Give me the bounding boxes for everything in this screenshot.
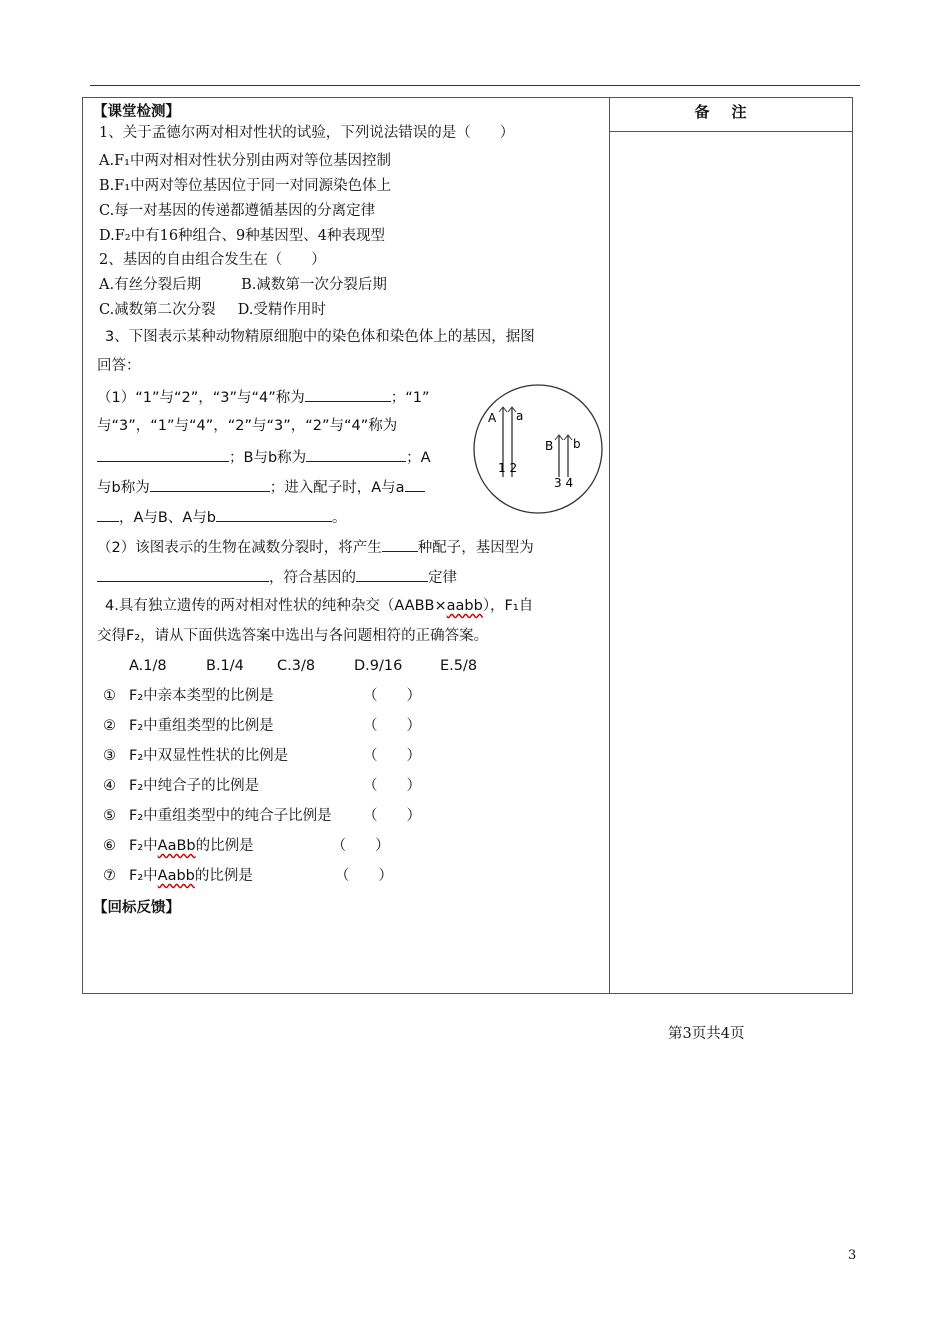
q3-part1-line5: ，A与B、A与b 。	[97, 506, 347, 528]
gene-label-a: a	[516, 409, 524, 423]
q3-part1-line3: ；B与b称为 ；A	[97, 446, 431, 468]
q3-part2-line1: （2）该图表示的生物在减数分裂时，将产生 种配子，基因型为	[97, 536, 534, 558]
q1-option-b: B.F₁中两对等位基因位于同一对同源染色体上	[99, 178, 392, 194]
blank-gamete-count[interactable]	[382, 536, 418, 552]
q4-item-4: ④ F₂中纯合子的比例是 （ ）	[103, 778, 421, 794]
chromosome-numbers-1-2: 1 2	[498, 461, 518, 475]
section-title-check: 【课堂检测】	[93, 104, 180, 120]
q1-option-d: D.F₂中有16种组合、9种基因型、4种表现型	[99, 228, 385, 244]
q2-options-row2	[99, 300, 326, 320]
q3-stem-line1: 3、下图表示某种动物精原细胞中的染色体和染色体上的基因，据图	[105, 329, 535, 345]
q3-stem-line2: 回答：	[97, 358, 141, 374]
blank-homologous[interactable]	[305, 386, 391, 402]
q2-option-a: A.有丝分裂后期	[99, 277, 202, 293]
footer-page-count: 第3页共4页	[668, 1026, 745, 1042]
header-rule	[90, 85, 860, 86]
blank-law[interactable]	[356, 566, 428, 582]
column-divider	[609, 98, 610, 993]
q4-item-5: ⑤ F₂中重组类型中的纯合子比例是 （ ）	[103, 808, 421, 824]
gene-label-A: A	[488, 411, 497, 425]
cell-membrane	[474, 385, 602, 513]
blank-nonhomologous[interactable]	[97, 446, 229, 462]
blank-segregation[interactable]	[405, 476, 425, 492]
answer-paren[interactable]: （ ）	[363, 718, 421, 734]
q2-option-c: C.减数第二次分裂	[99, 302, 216, 318]
answer-paren[interactable]: （ ）	[363, 808, 421, 824]
section-title-feedback: 【回标反馈】	[93, 900, 180, 916]
q3-part1-line1: （1）“1”与“2”，“3”与“4”称为 ；“1”	[97, 386, 429, 408]
chromosome-numbers-3-4: 3 4	[554, 476, 574, 490]
answer-paren[interactable]: （ ）	[331, 838, 390, 854]
q3-part1-line2: 与“3”，“1”与“4”，“2”与“3”，“2”与“4”称为	[97, 418, 398, 434]
q4-item-7: ⑦ F₂中Aabb的比例是 （ ）	[103, 868, 393, 884]
answer-paren[interactable]: （ ）	[363, 748, 421, 764]
answer-paren[interactable]: （ ）	[334, 868, 393, 884]
q4-item-6: ⑥ F₂中AaBb的比例是 （ ）	[103, 838, 390, 854]
worksheet-table	[82, 97, 853, 994]
q2-option-b: B.减数第一次分裂后期	[241, 277, 387, 293]
blank-gamete-genotypes[interactable]	[97, 566, 269, 582]
q2-stem: 2、基因的自由组合发生在（ ）	[99, 252, 326, 268]
q3-part2-line2: ，符合基因的 定律	[97, 566, 457, 588]
blank-segregation-cont[interactable]	[97, 506, 119, 522]
q4-item-1: ① F₂中亲本类型的比例是 （ ）	[103, 688, 421, 704]
q4-stem-line2: 交得F₂，请从下面供选答案中选出与各问题相符的正确答案。	[97, 628, 489, 644]
q4-item-2: ② F₂中重组类型的比例是 （ ）	[103, 718, 421, 734]
blank-nonallele[interactable]	[150, 476, 270, 492]
q1-stem: 1、关于孟德尔两对相对性状的试验，下列说法错误的是（ ）	[99, 125, 515, 141]
q2-option-d: D.受精作用时	[237, 302, 326, 318]
answer-paren[interactable]: （ ）	[363, 778, 421, 794]
q4-options: A.1/8 B.1/4 C.3/8 D.9/16 E.5/8	[129, 658, 478, 674]
q4-stem-line1: 4.具有独立遗传的两对相对性状的纯种杂交（AABB×aabb），F₁自	[105, 598, 534, 614]
gene-label-B: B	[545, 439, 554, 453]
page-number: 3	[848, 1248, 857, 1263]
cell-chromosome-diagram	[472, 383, 604, 515]
blank-combination[interactable]	[216, 506, 332, 522]
answer-paren[interactable]: （ ）	[363, 688, 421, 704]
gene-label-b: b	[573, 437, 581, 451]
q4-item-3: ③ F₂中双显性性状的比例是 （ ）	[103, 748, 421, 764]
q3-part1-line4: 与b称为 ；进入配子时，A与a	[97, 476, 425, 498]
q1-option-c: C.每一对基因的传递都遵循基因的分离定律	[99, 203, 376, 219]
q1-option-a: A.F₁中两对相对性状分别由两对等位基因控制	[99, 153, 391, 169]
q2-options-row1	[99, 275, 387, 295]
blank-allele[interactable]	[306, 446, 406, 462]
notes-column-header: 备注	[610, 98, 853, 132]
